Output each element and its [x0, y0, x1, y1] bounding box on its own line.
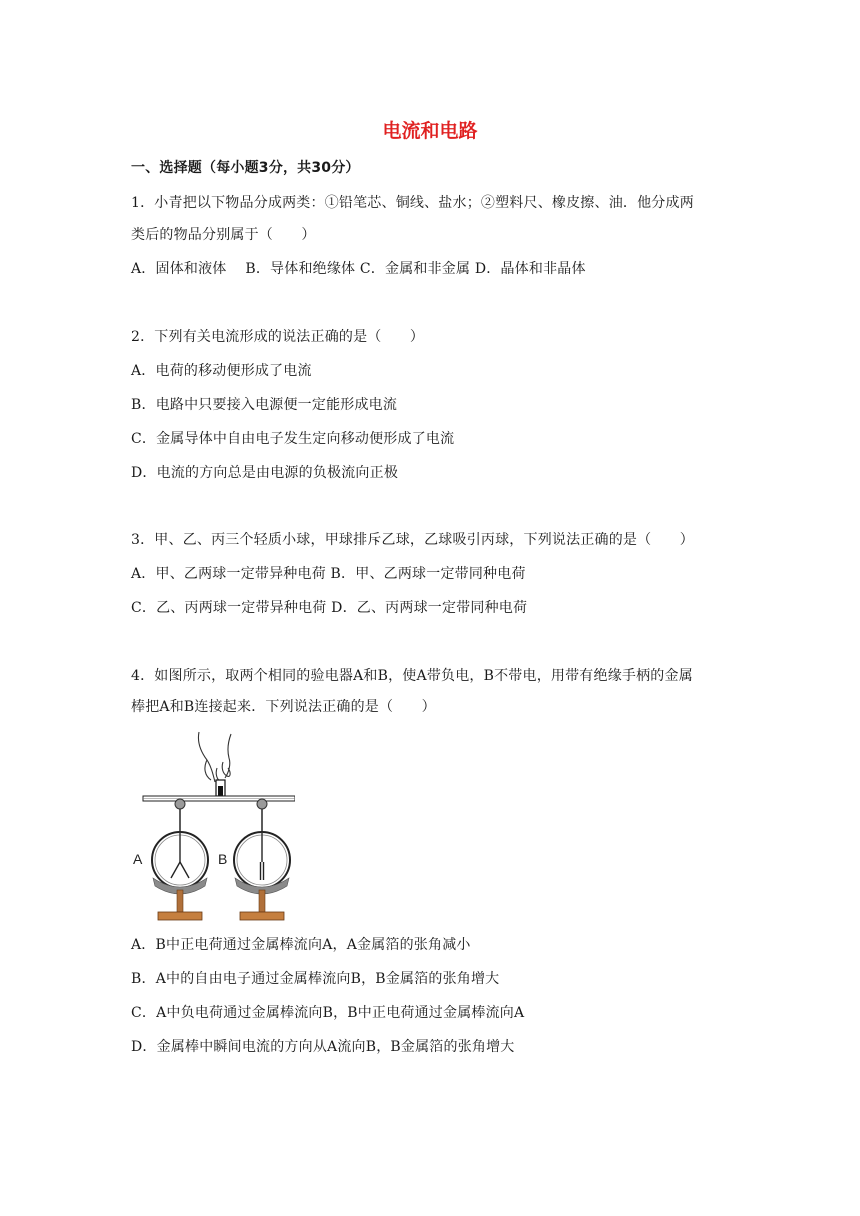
electroscope-b [234, 799, 290, 920]
label-b: B [218, 851, 228, 867]
q2-option-d: D．电流的方向总是由电源的负极流向正极 [131, 465, 399, 481]
hand-icon [198, 732, 231, 782]
section-heading: 一、选择题（每小题3分，共30分） [131, 160, 360, 176]
q1-stem-line2: 类后的物品分别属于（ ） [131, 227, 316, 243]
q4-option-b: B．A中的自由电子通过金属棒流向B，B金属箔的张角增大 [131, 971, 500, 987]
q2-option-b: B．电路中只要接入电源便一定能形成电流 [131, 397, 398, 413]
q2-option-c: C．金属导体中自由电子发生定向移动便形成了电流 [131, 431, 455, 447]
q2-option-a: A．电荷的移动便形成了电流 [131, 363, 312, 379]
label-a: A [133, 851, 143, 867]
q3-options-ab: A．甲、乙两球一定带异种电荷 B．甲、乙两球一定带同种电荷 [131, 566, 526, 582]
q4-option-a: A．B中正电荷通过金属棒流向A，A金属箔的张角减小 [131, 937, 471, 953]
q4-stem-line2: 棒把A和B连接起来．下列说法正确的是（ ） [131, 699, 436, 715]
q3-stem: 3．甲、乙、丙三个轻质小球，甲球排斥乙球，乙球吸引丙球，下列说法正确的是（ ） [131, 532, 694, 548]
q2-stem: 2．下列有关电流形成的说法正确的是（ ） [131, 329, 425, 345]
q4-option-c: C．A中负电荷通过金属棒流向B，B中正电荷通过金属棒流向A [131, 1005, 525, 1021]
q1-stem-line1: 1．小青把以下物品分成两类：①铅笔芯、铜线、盐水；②塑料尺、橡皮擦、油．他分成两 [131, 195, 694, 211]
q4-option-d: D．金属棒中瞬间电流的方向从A流向B，B金属箔的张角增大 [131, 1039, 515, 1055]
electroscope-a [152, 799, 208, 920]
q4-stem-line1: 4．如图所示，取两个相同的验电器A和B，使A带负电，B不带电，用带有绝缘手柄的金属 [131, 668, 693, 684]
q3-options-cd: C．乙、丙两球一定带异种电荷 D．乙、丙两球一定带同种电荷 [131, 600, 528, 616]
electroscope-figure [131, 728, 295, 924]
q1-options: A．固体和液体 B．导体和绝缘体 C．金属和非金属 D．晶体和非晶体 [131, 261, 586, 277]
page-title: 电流和电路 [382, 120, 478, 142]
metal-rod [143, 796, 295, 801]
